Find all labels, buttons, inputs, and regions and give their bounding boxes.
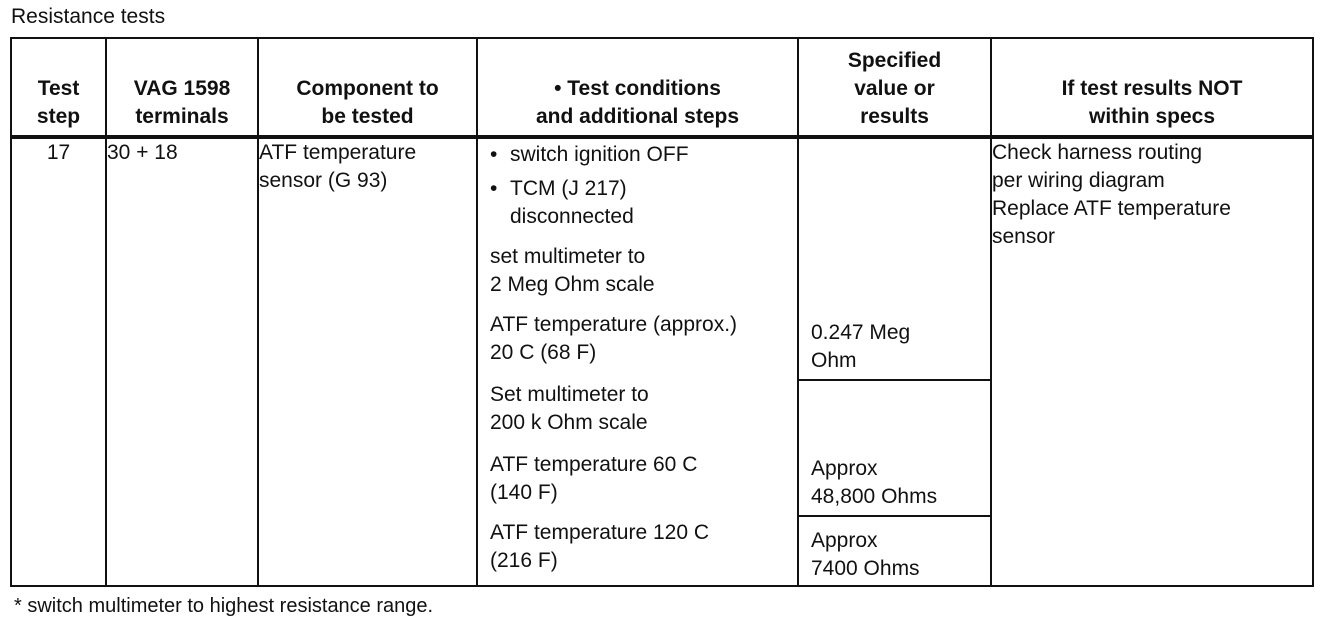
condition-item: ATF temperature (approx.) 20 C (68 F) xyxy=(490,313,738,364)
col-header-if-not-within-specs: If test results NOT within specs xyxy=(991,38,1313,137)
header-row xyxy=(11,38,1313,137)
specified-value: 0.247 Meg Ohm xyxy=(811,321,911,372)
specified-value: Approx 48,800 Ohms xyxy=(799,379,990,515)
col-header-test-step: Test step xyxy=(11,38,106,137)
col-header-conditions: • Test conditions and additional steps xyxy=(477,38,798,137)
condition-item: • TCM (J 217) disconnected xyxy=(490,177,634,228)
col-header-terminals: VAG 1598 terminals xyxy=(106,38,258,137)
condition-item: ATF temperature 60 C (140 F) xyxy=(490,453,698,504)
condition-item: set multimeter to 2 Meg Ohm scale xyxy=(490,245,655,296)
condition-item: • switch ignition OFF xyxy=(490,143,689,166)
cell-conditions xyxy=(477,137,798,586)
cell-terminals: 30 + 18 xyxy=(106,137,258,586)
table-footnote: * switch multimeter to highest resistance range. xyxy=(14,595,434,617)
col-header-component: Component to be tested xyxy=(258,38,477,137)
condition-item: ATF temperature 120 C (216 F) xyxy=(490,521,710,572)
table-row xyxy=(11,137,1313,586)
resistance-tests-table xyxy=(10,37,1314,587)
cell-if-not-within-specs: Check harness routing per wiring diagram Replace ATF temperature sensor xyxy=(991,137,1313,586)
cell-specified xyxy=(798,137,991,586)
col-header-specified: Specified value or results xyxy=(798,38,991,137)
cell-test-step: 17 xyxy=(11,137,106,586)
cell-component: ATF temperature sensor (G 93) xyxy=(258,137,477,586)
condition-item: Set multimeter to 200 k Ohm scale xyxy=(490,383,649,434)
specified-value: Approx 7400 Ohms xyxy=(799,515,990,585)
table-caption: Resistance tests xyxy=(11,5,166,28)
